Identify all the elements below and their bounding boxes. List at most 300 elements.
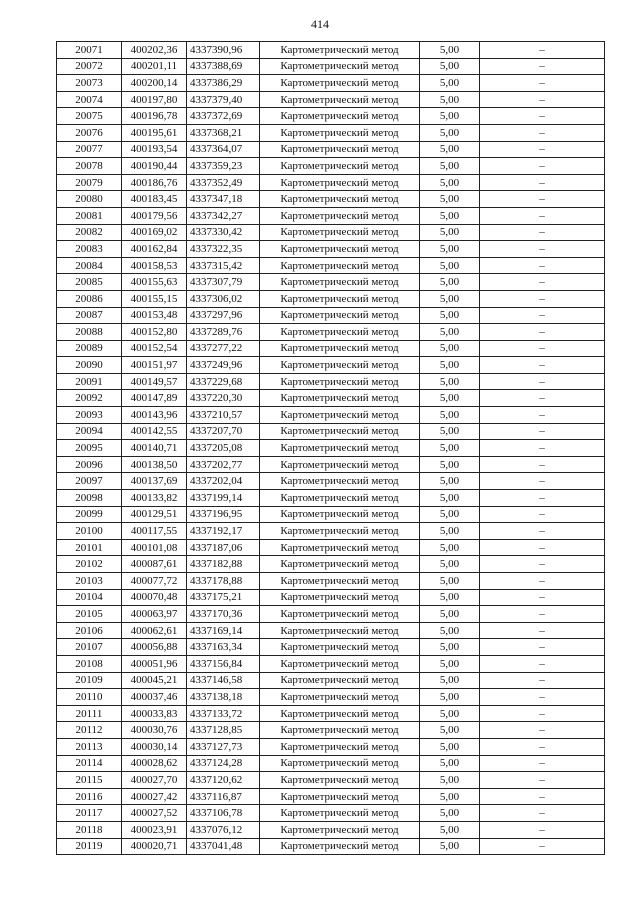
x-coordinate-cell: 400183,45 [122, 191, 187, 208]
y-coordinate-cell: 4337138,18 [187, 689, 260, 706]
note-cell: – [480, 606, 605, 623]
y-coordinate-cell: 4337163,34 [187, 639, 260, 656]
method-cell: Картометрический метод [260, 573, 420, 590]
note-cell: – [480, 738, 605, 755]
point-number-cell: 20086 [57, 290, 122, 307]
note-cell: – [480, 573, 605, 590]
method-cell: Картометрический метод [260, 639, 420, 656]
point-number-cell: 20072 [57, 58, 122, 75]
note-cell: – [480, 722, 605, 739]
y-coordinate-cell: 4337106,78 [187, 805, 260, 822]
point-number-cell: 20087 [57, 307, 122, 324]
note-cell: – [480, 257, 605, 274]
x-coordinate-cell: 400195,61 [122, 124, 187, 141]
error-cell: 5,00 [420, 257, 480, 274]
point-number-cell: 20071 [57, 42, 122, 59]
table-row [57, 573, 605, 590]
error-cell: 5,00 [420, 738, 480, 755]
method-cell: Картометрический метод [260, 357, 420, 374]
note-cell: – [480, 124, 605, 141]
y-coordinate-cell: 4337342,27 [187, 207, 260, 224]
table-row [57, 207, 605, 224]
note-cell: – [480, 241, 605, 258]
table-row [57, 473, 605, 490]
point-number-cell: 20078 [57, 158, 122, 175]
method-cell: Картометрический метод [260, 722, 420, 739]
point-number-cell: 20099 [57, 506, 122, 523]
point-number-cell: 20096 [57, 456, 122, 473]
note-cell: – [480, 407, 605, 424]
point-number-cell: 20077 [57, 141, 122, 158]
method-cell: Картометрический метод [260, 556, 420, 573]
note-cell: – [480, 423, 605, 440]
y-coordinate-cell: 4337199,14 [187, 490, 260, 507]
method-cell: Картометрический метод [260, 307, 420, 324]
y-coordinate-cell: 4337347,18 [187, 191, 260, 208]
table-row [57, 108, 605, 125]
x-coordinate-cell: 400197,80 [122, 91, 187, 108]
point-number-cell: 20117 [57, 805, 122, 822]
error-cell: 5,00 [420, 589, 480, 606]
table-row [57, 738, 605, 755]
note-cell: – [480, 224, 605, 241]
x-coordinate-cell: 400138,50 [122, 456, 187, 473]
y-coordinate-cell: 4337372,69 [187, 108, 260, 125]
x-coordinate-cell: 400151,97 [122, 357, 187, 374]
point-number-cell: 20119 [57, 838, 122, 855]
note-cell: – [480, 207, 605, 224]
error-cell: 5,00 [420, 705, 480, 722]
x-coordinate-cell: 400186,76 [122, 174, 187, 191]
point-number-cell: 20073 [57, 75, 122, 92]
x-coordinate-cell: 400028,62 [122, 755, 187, 772]
x-coordinate-cell: 400140,71 [122, 440, 187, 457]
note-cell: – [480, 373, 605, 390]
note-cell: – [480, 639, 605, 656]
table-row [57, 373, 605, 390]
method-cell: Картометрический метод [260, 207, 420, 224]
table-row [57, 705, 605, 722]
y-coordinate-cell: 4337128,85 [187, 722, 260, 739]
x-coordinate-cell: 400037,46 [122, 689, 187, 706]
method-cell: Картометрический метод [260, 456, 420, 473]
y-coordinate-cell: 4337170,36 [187, 606, 260, 623]
point-number-cell: 20107 [57, 639, 122, 656]
point-number-cell: 20090 [57, 357, 122, 374]
table-row [57, 124, 605, 141]
method-cell: Картометрический метод [260, 224, 420, 241]
method-cell: Картометрический метод [260, 75, 420, 92]
note-cell: – [480, 357, 605, 374]
method-cell: Картометрический метод [260, 506, 420, 523]
point-number-cell: 20080 [57, 191, 122, 208]
method-cell: Картометрический метод [260, 738, 420, 755]
point-number-cell: 20076 [57, 124, 122, 141]
y-coordinate-cell: 4337289,76 [187, 324, 260, 341]
method-cell: Картометрический метод [260, 838, 420, 855]
error-cell: 5,00 [420, 407, 480, 424]
method-cell: Картометрический метод [260, 788, 420, 805]
coordinates-table [56, 41, 605, 855]
x-coordinate-cell: 400056,88 [122, 639, 187, 656]
table-row [57, 290, 605, 307]
x-coordinate-cell: 400033,83 [122, 705, 187, 722]
x-coordinate-cell: 400027,70 [122, 772, 187, 789]
x-coordinate-cell: 400179,56 [122, 207, 187, 224]
point-number-cell: 20113 [57, 738, 122, 755]
method-cell: Картометрический метод [260, 689, 420, 706]
error-cell: 5,00 [420, 357, 480, 374]
x-coordinate-cell: 400201,11 [122, 58, 187, 75]
x-coordinate-cell: 400190,44 [122, 158, 187, 175]
table-row [57, 639, 605, 656]
table-row [57, 91, 605, 108]
note-cell: – [480, 672, 605, 689]
error-cell: 5,00 [420, 440, 480, 457]
error-cell: 5,00 [420, 556, 480, 573]
point-number-cell: 20084 [57, 257, 122, 274]
point-number-cell: 20114 [57, 755, 122, 772]
table-row [57, 821, 605, 838]
y-coordinate-cell: 4337390,96 [187, 42, 260, 59]
table-row [57, 357, 605, 374]
error-cell: 5,00 [420, 622, 480, 639]
table-row [57, 672, 605, 689]
x-coordinate-cell: 400158,53 [122, 257, 187, 274]
table-row [57, 324, 605, 341]
y-coordinate-cell: 4337178,88 [187, 573, 260, 590]
x-coordinate-cell: 400129,51 [122, 506, 187, 523]
y-coordinate-cell: 4337146,58 [187, 672, 260, 689]
table-row [57, 523, 605, 540]
x-coordinate-cell: 400149,57 [122, 373, 187, 390]
note-cell: – [480, 556, 605, 573]
point-number-cell: 20106 [57, 622, 122, 639]
error-cell: 5,00 [420, 506, 480, 523]
table-row [57, 490, 605, 507]
y-coordinate-cell: 4337202,77 [187, 456, 260, 473]
method-cell: Картометрический метод [260, 191, 420, 208]
method-cell: Картометрический метод [260, 390, 420, 407]
error-cell: 5,00 [420, 473, 480, 490]
table-row [57, 539, 605, 556]
point-number-cell: 20110 [57, 689, 122, 706]
x-coordinate-cell: 400045,21 [122, 672, 187, 689]
x-coordinate-cell: 400062,61 [122, 622, 187, 639]
method-cell: Картометрический метод [260, 589, 420, 606]
x-coordinate-cell: 400087,61 [122, 556, 187, 573]
method-cell: Картометрический метод [260, 58, 420, 75]
point-number-cell: 20094 [57, 423, 122, 440]
method-cell: Картометрический метод [260, 373, 420, 390]
table-row [57, 506, 605, 523]
y-coordinate-cell: 4337306,02 [187, 290, 260, 307]
y-coordinate-cell: 4337116,87 [187, 788, 260, 805]
table-row [57, 224, 605, 241]
y-coordinate-cell: 4337368,21 [187, 124, 260, 141]
y-coordinate-cell: 4337156,84 [187, 655, 260, 672]
method-cell: Картометрический метод [260, 473, 420, 490]
y-coordinate-cell: 4337359,23 [187, 158, 260, 175]
point-number-cell: 20109 [57, 672, 122, 689]
method-cell: Картометрический метод [260, 772, 420, 789]
point-number-cell: 20118 [57, 821, 122, 838]
note-cell: – [480, 440, 605, 457]
method-cell: Картометрический метод [260, 622, 420, 639]
error-cell: 5,00 [420, 174, 480, 191]
x-coordinate-cell: 400169,02 [122, 224, 187, 241]
error-cell: 5,00 [420, 722, 480, 739]
x-coordinate-cell: 400142,55 [122, 423, 187, 440]
error-cell: 5,00 [420, 141, 480, 158]
note-cell: – [480, 490, 605, 507]
point-number-cell: 20116 [57, 788, 122, 805]
error-cell: 5,00 [420, 324, 480, 341]
error-cell: 5,00 [420, 573, 480, 590]
note-cell: – [480, 324, 605, 341]
point-number-cell: 20083 [57, 241, 122, 258]
table-row [57, 307, 605, 324]
x-coordinate-cell: 400162,84 [122, 241, 187, 258]
point-number-cell: 20088 [57, 324, 122, 341]
error-cell: 5,00 [420, 340, 480, 357]
error-cell: 5,00 [420, 523, 480, 540]
table-row [57, 407, 605, 424]
x-coordinate-cell: 400143,96 [122, 407, 187, 424]
y-coordinate-cell: 4337076,12 [187, 821, 260, 838]
point-number-cell: 20092 [57, 390, 122, 407]
x-coordinate-cell: 400202,36 [122, 42, 187, 59]
point-number-cell: 20108 [57, 655, 122, 672]
table-row [57, 689, 605, 706]
error-cell: 5,00 [420, 390, 480, 407]
y-coordinate-cell: 4337182,88 [187, 556, 260, 573]
table-row [57, 772, 605, 789]
y-coordinate-cell: 4337388,69 [187, 58, 260, 75]
table-row [57, 556, 605, 573]
error-cell: 5,00 [420, 124, 480, 141]
table-row [57, 622, 605, 639]
method-cell: Картометрический метод [260, 257, 420, 274]
point-number-cell: 20074 [57, 91, 122, 108]
method-cell: Картометрический метод [260, 158, 420, 175]
x-coordinate-cell: 400155,63 [122, 274, 187, 291]
error-cell: 5,00 [420, 158, 480, 175]
x-coordinate-cell: 400063,97 [122, 606, 187, 623]
method-cell: Картометрический метод [260, 241, 420, 258]
y-coordinate-cell: 4337379,40 [187, 91, 260, 108]
y-coordinate-cell: 4337277,22 [187, 340, 260, 357]
point-number-cell: 20095 [57, 440, 122, 457]
error-cell: 5,00 [420, 838, 480, 855]
x-coordinate-cell: 400101,08 [122, 539, 187, 556]
y-coordinate-cell: 4337187,06 [187, 539, 260, 556]
note-cell: – [480, 655, 605, 672]
note-cell: – [480, 141, 605, 158]
method-cell: Картометрический метод [260, 755, 420, 772]
point-number-cell: 20100 [57, 523, 122, 540]
y-coordinate-cell: 4337202,04 [187, 473, 260, 490]
point-number-cell: 20115 [57, 772, 122, 789]
method-cell: Картометрический метод [260, 805, 420, 822]
y-coordinate-cell: 4337229,68 [187, 373, 260, 390]
y-coordinate-cell: 4337175,21 [187, 589, 260, 606]
method-cell: Картометрический метод [260, 340, 420, 357]
point-number-cell: 20111 [57, 705, 122, 722]
table-row [57, 838, 605, 855]
x-coordinate-cell: 400077,72 [122, 573, 187, 590]
table-row [57, 390, 605, 407]
error-cell: 5,00 [420, 655, 480, 672]
method-cell: Картометрический метод [260, 423, 420, 440]
note-cell: – [480, 473, 605, 490]
table-row [57, 274, 605, 291]
x-coordinate-cell: 400117,55 [122, 523, 187, 540]
y-coordinate-cell: 4337330,42 [187, 224, 260, 241]
note-cell: – [480, 174, 605, 191]
note-cell: – [480, 191, 605, 208]
table-row [57, 241, 605, 258]
method-cell: Картометрический метод [260, 324, 420, 341]
method-cell: Картометрический метод [260, 440, 420, 457]
method-cell: Картометрический метод [260, 407, 420, 424]
method-cell: Картометрический метод [260, 539, 420, 556]
point-number-cell: 20103 [57, 573, 122, 590]
point-number-cell: 20081 [57, 207, 122, 224]
error-cell: 5,00 [420, 639, 480, 656]
page-number: 414 [311, 17, 329, 31]
table-row [57, 805, 605, 822]
method-cell: Картометрический метод [260, 274, 420, 291]
x-coordinate-cell: 400027,42 [122, 788, 187, 805]
note-cell: – [480, 821, 605, 838]
method-cell: Картометрический метод [260, 523, 420, 540]
note-cell: – [480, 307, 605, 324]
y-coordinate-cell: 4337124,28 [187, 755, 260, 772]
note-cell: – [480, 705, 605, 722]
x-coordinate-cell: 400200,14 [122, 75, 187, 92]
error-cell: 5,00 [420, 539, 480, 556]
note-cell: – [480, 788, 605, 805]
error-cell: 5,00 [420, 772, 480, 789]
table-row [57, 58, 605, 75]
note-cell: – [480, 75, 605, 92]
note-cell: – [480, 523, 605, 540]
y-coordinate-cell: 4337352,49 [187, 174, 260, 191]
x-coordinate-cell: 400023,91 [122, 821, 187, 838]
y-coordinate-cell: 4337196,95 [187, 506, 260, 523]
y-coordinate-cell: 4337207,70 [187, 423, 260, 440]
error-cell: 5,00 [420, 91, 480, 108]
x-coordinate-cell: 400152,80 [122, 324, 187, 341]
table-row [57, 191, 605, 208]
y-coordinate-cell: 4337169,14 [187, 622, 260, 639]
error-cell: 5,00 [420, 42, 480, 59]
y-coordinate-cell: 4337322,35 [187, 241, 260, 258]
note-cell: – [480, 340, 605, 357]
note-cell: – [480, 91, 605, 108]
error-cell: 5,00 [420, 58, 480, 75]
error-cell: 5,00 [420, 290, 480, 307]
error-cell: 5,00 [420, 274, 480, 291]
point-number-cell: 20091 [57, 373, 122, 390]
x-coordinate-cell: 400152,54 [122, 340, 187, 357]
y-coordinate-cell: 4337386,29 [187, 75, 260, 92]
point-number-cell: 20093 [57, 407, 122, 424]
method-cell: Картометрический метод [260, 108, 420, 125]
point-number-cell: 20097 [57, 473, 122, 490]
table-row [57, 141, 605, 158]
error-cell: 5,00 [420, 241, 480, 258]
note-cell: – [480, 539, 605, 556]
y-coordinate-cell: 4337133,72 [187, 705, 260, 722]
x-coordinate-cell: 400193,54 [122, 141, 187, 158]
error-cell: 5,00 [420, 207, 480, 224]
y-coordinate-cell: 4337192,17 [187, 523, 260, 540]
method-cell: Картометрический метод [260, 290, 420, 307]
point-number-cell: 20079 [57, 174, 122, 191]
method-cell: Картометрический метод [260, 141, 420, 158]
y-coordinate-cell: 4337041,48 [187, 838, 260, 855]
point-number-cell: 20075 [57, 108, 122, 125]
y-coordinate-cell: 4337315,42 [187, 257, 260, 274]
method-cell: Картометрический метод [260, 672, 420, 689]
error-cell: 5,00 [420, 423, 480, 440]
error-cell: 5,00 [420, 75, 480, 92]
x-coordinate-cell: 400155,15 [122, 290, 187, 307]
point-number-cell: 20112 [57, 722, 122, 739]
table-row [57, 174, 605, 191]
x-coordinate-cell: 400030,76 [122, 722, 187, 739]
x-coordinate-cell: 400027,52 [122, 805, 187, 822]
x-coordinate-cell: 400196,78 [122, 108, 187, 125]
table-row [57, 340, 605, 357]
note-cell: – [480, 390, 605, 407]
point-number-cell: 20082 [57, 224, 122, 241]
x-coordinate-cell: 400070,48 [122, 589, 187, 606]
method-cell: Картометрический метод [260, 124, 420, 141]
note-cell: – [480, 506, 605, 523]
table-row [57, 788, 605, 805]
point-number-cell: 20102 [57, 556, 122, 573]
y-coordinate-cell: 4337364,07 [187, 141, 260, 158]
error-cell: 5,00 [420, 191, 480, 208]
table-row [57, 655, 605, 672]
x-coordinate-cell: 400030,14 [122, 738, 187, 755]
table-row [57, 257, 605, 274]
note-cell: – [480, 689, 605, 706]
table-row [57, 722, 605, 739]
x-coordinate-cell: 400153,48 [122, 307, 187, 324]
note-cell: – [480, 290, 605, 307]
note-cell: – [480, 622, 605, 639]
method-cell: Картометрический метод [260, 655, 420, 672]
error-cell: 5,00 [420, 672, 480, 689]
table-row [57, 440, 605, 457]
note-cell: – [480, 158, 605, 175]
error-cell: 5,00 [420, 689, 480, 706]
error-cell: 5,00 [420, 755, 480, 772]
table-row [57, 456, 605, 473]
error-cell: 5,00 [420, 821, 480, 838]
error-cell: 5,00 [420, 490, 480, 507]
note-cell: – [480, 274, 605, 291]
error-cell: 5,00 [420, 373, 480, 390]
error-cell: 5,00 [420, 606, 480, 623]
table-row [57, 158, 605, 175]
point-number-cell: 20098 [57, 490, 122, 507]
table-body [57, 42, 605, 855]
